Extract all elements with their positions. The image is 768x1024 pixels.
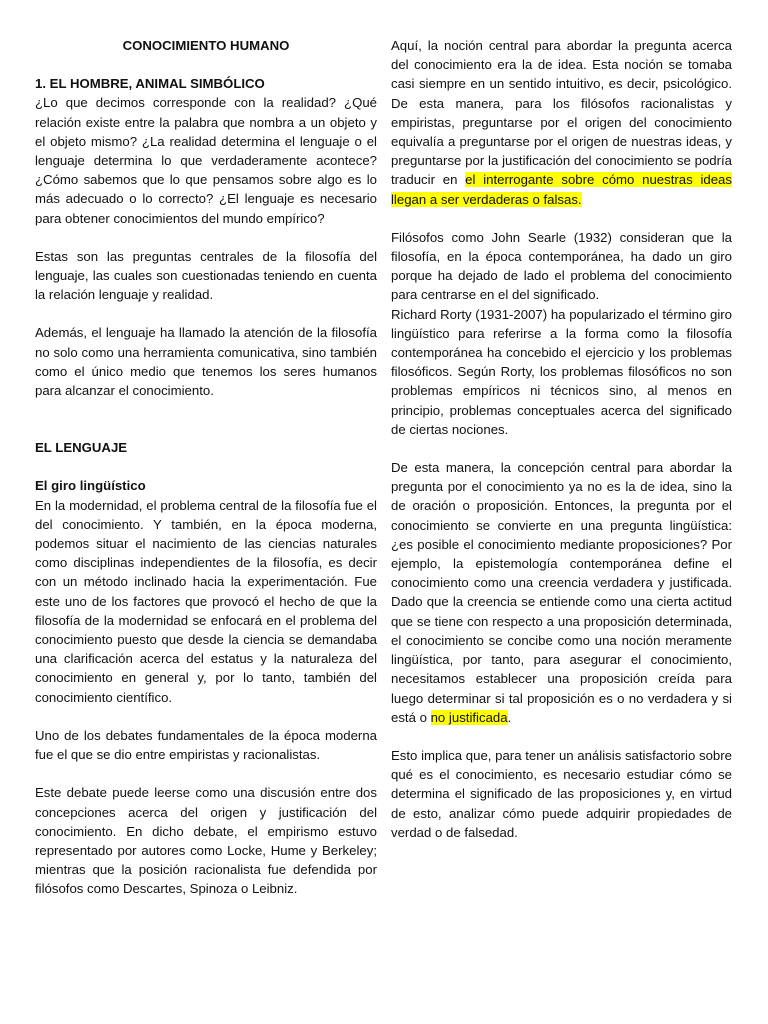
paragraph-rorty: Richard Rorty (1931-2007) ha popularizado el término giro lingüístico para referirse a la forma como la filosofía contemporánea ha concebido el ejercicio y los problemas filosóficos. Según Rorty, los problemas filosóficos no son problemas empíricos ni técnicos sino, al menos en principio, problemas conceptuales acerca del significado de ciertas nociones. [391, 306, 732, 437]
paragraph-searle: Filósofos como John Searle (1932) consideran que la filosofía, en la época contemporánea, ha dado un giro porque ha dejado de lado el problema del conocimiento para centrarse en el del significado. [391, 229, 732, 303]
spacer [35, 400, 377, 438]
paragraph-questions: ¿Lo que decimos corresponde con la realidad? ¿Qué relación existe entre la palabra que nombra a un objeto y el objeto mismo? ¿La realidad determina el lenguaje o el lenguaje determina lo que verdaderamente acontece? ¿Cómo sabemos que lo que pensamos sobre algo es lo más adecuado o lo correcto? ¿El lenguaje es necesario para obtener conocimientos del mundo empírico? [35, 95, 377, 226]
text-run: Aquí, la noción central para abordar la pregunta acerca del conocimiento era la de idea. Esta noción se tomaba casi siempre en un sentido intuitivo, es decir, psicológico. De esta manera, para los filósofos racionalistas y empiristas, preguntarse por el origen del conocimiento equivalía a preguntarse por el origen de nuestras ideas, y preguntarse por la justificación del conocimiento se podría traducir en [391, 38, 732, 188]
subheading-giro: El giro lingüístico [35, 478, 146, 494]
spacer [391, 209, 732, 228]
paragraph-lenguaje-atencion: Además, el lenguaje ha llamado la atención de la filosofía no solo como una herramienta comunicativa, sino también como el único medio que tenemos los seres humanos para alcanzar el conocimiento. [35, 325, 377, 399]
spacer [35, 55, 377, 74]
highlighted-text: no justificada [430, 709, 508, 725]
spacer [391, 727, 732, 746]
section-heading-hombre: 1. EL HOMBRE, ANIMAL SIMBÓLICO [35, 76, 265, 92]
section-heading-lenguaje: EL LENGUAJE [35, 440, 128, 456]
spacer [35, 707, 377, 726]
text-run: De esta manera, la concepción central para abordar la pregunta por el conocimiento ya no es la de idea, sino la de oración o proposición. Entonces, la pregunta por el conocimiento se convierte en una pregunta lingüística: ¿es posible el conocimiento mediante proposiciones? Por ejemplo, la epistemología contemporánea define el conocimiento como una creencia verdadera y justificada. Dado que la creencia se entiende como una cierta actitud que se tiene con respecto a una proposición determinada, el conocimiento se concibe como una noción meramente lingüística, por tanto, para asegurar el conocimiento, necesitamos establecer una proposición creída para luego determinar si tal proposición es o no verdadera y si está o [391, 460, 732, 725]
paragraph-modernidad: En la modernidad, el problema central de la filosofía fue el del conocimiento. Y también, en la época moderna, podemos situar el nacimiento de las ciencias naturales como disciplinas independientes de la filosofía, es decir con un método inclinado hacia la experimentación. Fue este uno de los factores que provocó el hecho de que la filosofía de la modernidad se enfocará en el problema del conocimiento puesto que desde la ciencia se demandaba una clarificación acerca del estatus y la naturaleza del conocimiento en general y, por lo tanto, también del conocimiento científico. [35, 497, 377, 705]
paragraph-nocion-idea [391, 36, 732, 209]
text-run: . [507, 709, 512, 725]
paragraph-concepciones: Este debate puede leerse como una discusión entre dos concepciones acerca del origen y justificación del conocimiento. En dicho debate, el empirismo estuvo representado por autores como Locke, Hume y Berkeley; mientras que la posición racionalista fue defendida por filósofos como Descartes, Spinoza o Leibniz. [35, 785, 377, 897]
spacer [35, 228, 377, 247]
paragraph-debates: Uno de los debates fundamentales de la época moderna fue el que se dio entre empiristas y racionalistas. [35, 727, 377, 763]
left-column [35, 36, 377, 899]
spacer [35, 457, 377, 476]
paragraph-central-questions: Estas son las preguntas centrales de la filosofía del lenguaje, las cuales son cuestionadas teniendo en cuenta la relación lenguaje y realidad. [35, 248, 377, 303]
spacer [35, 304, 377, 323]
highlighted-text: el interrogante sobre cómo nuestras ideas llegan a ser verdaderas o falsas. [391, 172, 732, 207]
document-title: CONOCIMIENTO HUMANO [122, 38, 290, 53]
right-column [391, 36, 732, 842]
spacer [35, 764, 377, 783]
spacer [391, 439, 732, 458]
paragraph-proposicion [391, 458, 732, 727]
paragraph-analisis: Esto implica que, para tener un análisis satisfactorio sobre qué es el conocimiento, es necesario estudiar cómo se determina el significado de las proposiciones y, en virtud de esto, analizar cómo puede adquirir propiedades de verdad o de falsedad. [391, 747, 732, 840]
